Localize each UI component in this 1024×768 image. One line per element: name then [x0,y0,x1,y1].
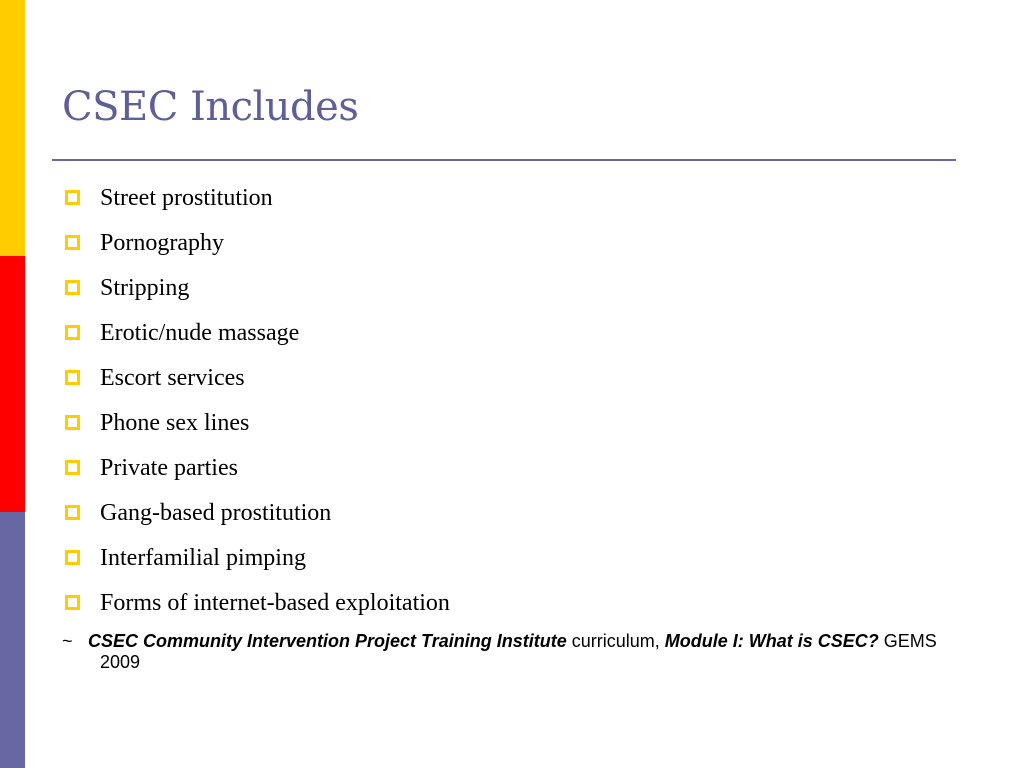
list-item [65,318,450,363]
square-bullet-icon [65,280,80,295]
bullet-text: Gang-based prostitution [100,500,332,526]
list-item [65,498,450,543]
list-item [65,273,450,318]
bullet-text: Stripping [100,275,190,301]
bullet-text: Pornography [100,230,224,256]
square-bullet-icon [65,505,80,520]
citation-middle: curriculum, [566,631,665,651]
accent-bar-yellow [0,0,25,256]
slide-title: CSEC Includes [62,84,359,130]
square-bullet-icon [65,550,80,565]
square-bullet-icon [65,595,80,610]
square-bullet-icon [65,370,80,385]
bullet-text: Erotic/nude massage [100,320,300,346]
bullet-text: Escort services [100,365,245,391]
list-item [65,363,450,408]
list-item [65,183,450,228]
square-bullet-icon [65,325,80,340]
square-bullet-icon [65,235,80,250]
list-item [65,408,450,453]
bullet-text: Forms of internet-based exploitation [100,590,450,616]
list-item [65,588,450,633]
bullet-text: Street prostitution [100,185,273,211]
square-bullet-icon [65,460,80,475]
bullet-text: Interfamilial pimping [100,545,306,571]
list-item [65,228,450,273]
accent-bar-red [0,256,25,512]
citation-body [62,631,962,673]
title-divider [52,159,956,161]
citation [62,631,962,673]
citation-suffix: GEMS 2009 [100,631,937,672]
citation-project: CSEC Community Intervention Project Training Institute [88,631,567,651]
bullet-text: Phone sex lines [100,410,250,436]
citation-module: Module I: What is CSEC? [664,631,879,651]
square-bullet-icon [65,190,80,205]
accent-bar-blue [0,512,25,768]
bullet-text: Private parties [100,455,238,481]
list-item [65,543,450,588]
square-bullet-icon [65,415,80,430]
citation-tilde: ~ [62,631,73,651]
list-item [65,453,450,498]
bullet-list [65,183,450,633]
